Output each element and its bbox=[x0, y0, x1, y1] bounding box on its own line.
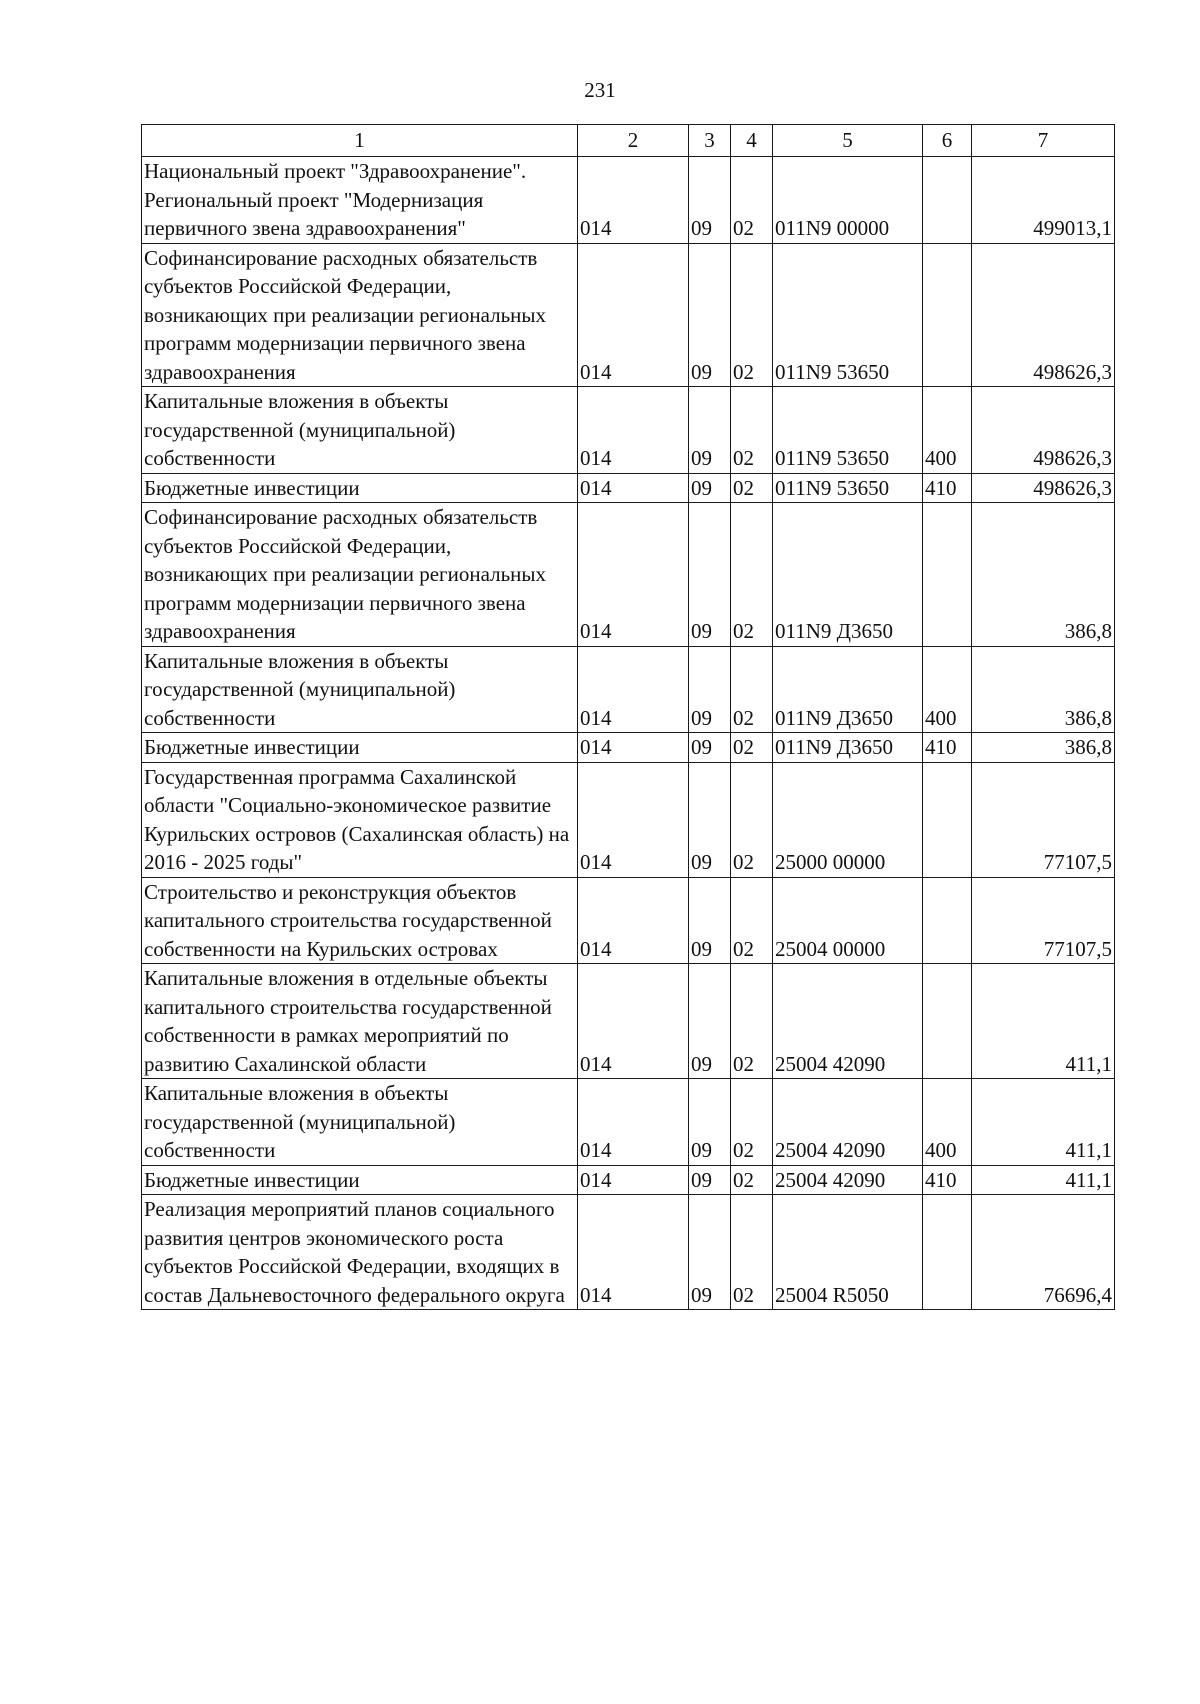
table-row bbox=[142, 877, 1115, 964]
section-cell: 09 bbox=[689, 733, 731, 763]
item-name-cell: Бюджетные инвестиции bbox=[142, 473, 578, 503]
grbs-cell: 014 bbox=[578, 964, 689, 1079]
table-row bbox=[142, 157, 1115, 244]
item-name-cell: Капитальные вложения в объекты государственной (муниципальной) собственности bbox=[142, 1079, 578, 1166]
grbs-cell: 014 bbox=[578, 877, 689, 964]
section-cell: 09 bbox=[689, 503, 731, 647]
item-name-cell: Софинансирование расходных обязательств субъектов Российской Федерации, возникающих при реализации региональных программ модернизации первичного звена здравоохранения bbox=[142, 503, 578, 647]
target-article-cell: 25004 42090 bbox=[773, 1079, 923, 1166]
grbs-cell: 014 bbox=[578, 733, 689, 763]
grbs-cell: 014 bbox=[578, 387, 689, 474]
table-row bbox=[142, 503, 1115, 647]
amount-cell: 498626,3 bbox=[972, 473, 1115, 503]
column-header: 6 bbox=[923, 125, 972, 157]
subsection-cell: 02 bbox=[731, 646, 773, 733]
section-cell: 09 bbox=[689, 877, 731, 964]
section-cell: 09 bbox=[689, 762, 731, 877]
item-name-cell: Реализация мероприятий планов социального развития центров экономического роста субъектов Российской Федерации, входящих в состав Дальневосточного федерального округа bbox=[142, 1195, 578, 1310]
amount-cell: 411,1 bbox=[972, 964, 1115, 1079]
page-number: 231 bbox=[584, 78, 616, 102]
target-article-cell: 25004 42090 bbox=[773, 1165, 923, 1195]
grbs-cell: 014 bbox=[578, 1195, 689, 1310]
subsection-cell: 02 bbox=[731, 762, 773, 877]
table-row bbox=[142, 473, 1115, 503]
table-row bbox=[142, 762, 1115, 877]
grbs-cell: 014 bbox=[578, 1079, 689, 1166]
amount-cell: 77107,5 bbox=[972, 877, 1115, 964]
target-article-cell: 011N9 53650 bbox=[773, 473, 923, 503]
expense-type-cell: 410 bbox=[923, 1165, 972, 1195]
expense-type-cell: 400 bbox=[923, 1079, 972, 1166]
section-cell: 09 bbox=[689, 387, 731, 474]
grbs-cell: 014 bbox=[578, 473, 689, 503]
amount-cell: 76696,4 bbox=[972, 1195, 1115, 1310]
subsection-cell: 02 bbox=[731, 157, 773, 244]
grbs-cell: 014 bbox=[578, 243, 689, 387]
subsection-cell: 02 bbox=[731, 243, 773, 387]
subsection-cell: 02 bbox=[731, 1195, 773, 1310]
subsection-cell: 02 bbox=[731, 877, 773, 964]
section-cell: 09 bbox=[689, 1165, 731, 1195]
expense-type-cell: 410 bbox=[923, 473, 972, 503]
table-row bbox=[142, 733, 1115, 763]
table-header-row bbox=[142, 125, 1115, 157]
amount-cell: 411,1 bbox=[972, 1165, 1115, 1195]
target-article-cell: 25004 42090 bbox=[773, 964, 923, 1079]
table-row bbox=[142, 1195, 1115, 1310]
expense-type-cell bbox=[923, 877, 972, 964]
item-name-cell: Национальный проект "Здравоохранение". Региональный проект "Модернизация первичного звена здравоохранения" bbox=[142, 157, 578, 244]
expense-type-cell: 400 bbox=[923, 387, 972, 474]
target-article-cell: 25004 R5050 bbox=[773, 1195, 923, 1310]
section-cell: 09 bbox=[689, 157, 731, 244]
table-row bbox=[142, 1079, 1115, 1166]
grbs-cell: 014 bbox=[578, 762, 689, 877]
subsection-cell: 02 bbox=[731, 473, 773, 503]
table-row bbox=[142, 1165, 1115, 1195]
section-cell: 09 bbox=[689, 473, 731, 503]
column-header: 5 bbox=[773, 125, 923, 157]
subsection-cell: 02 bbox=[731, 1165, 773, 1195]
grbs-cell: 014 bbox=[578, 157, 689, 244]
column-header: 7 bbox=[972, 125, 1115, 157]
amount-cell: 499013,1 bbox=[972, 157, 1115, 244]
section-cell: 09 bbox=[689, 1079, 731, 1166]
section-cell: 09 bbox=[689, 243, 731, 387]
grbs-cell: 014 bbox=[578, 1165, 689, 1195]
expense-type-cell bbox=[923, 503, 972, 647]
item-name-cell: Капитальные вложения в объекты государственной (муниципальной) собственности bbox=[142, 646, 578, 733]
amount-cell: 498626,3 bbox=[972, 387, 1115, 474]
subsection-cell: 02 bbox=[731, 733, 773, 763]
subsection-cell: 02 bbox=[731, 964, 773, 1079]
expense-type-cell bbox=[923, 243, 972, 387]
amount-cell: 386,8 bbox=[972, 646, 1115, 733]
table-body bbox=[142, 157, 1115, 1310]
amount-cell: 498626,3 bbox=[972, 243, 1115, 387]
item-name-cell: Государственная программа Сахалинской области "Социально-экономическое развитие Курильских островов (Сахалинская область) на 2016 - 2025 годы" bbox=[142, 762, 578, 877]
table-row bbox=[142, 387, 1115, 474]
item-name-cell: Бюджетные инвестиции bbox=[142, 733, 578, 763]
expense-type-cell bbox=[923, 762, 972, 877]
section-cell: 09 bbox=[689, 1195, 731, 1310]
table-row bbox=[142, 646, 1115, 733]
item-name-cell: Строительство и реконструкция объектов капитального строительства государственной собственности на Курильских островах bbox=[142, 877, 578, 964]
subsection-cell: 02 bbox=[731, 1079, 773, 1166]
target-article-cell: 011N9 Д3650 bbox=[773, 503, 923, 647]
amount-cell: 386,8 bbox=[972, 503, 1115, 647]
expense-type-cell: 400 bbox=[923, 646, 972, 733]
column-header: 2 bbox=[578, 125, 689, 157]
amount-cell: 411,1 bbox=[972, 1079, 1115, 1166]
expense-type-cell bbox=[923, 964, 972, 1079]
target-article-cell: 011N9 53650 bbox=[773, 243, 923, 387]
grbs-cell: 014 bbox=[578, 646, 689, 733]
column-header: 4 bbox=[731, 125, 773, 157]
target-article-cell: 25000 00000 bbox=[773, 762, 923, 877]
table-row bbox=[142, 964, 1115, 1079]
budget-table bbox=[141, 124, 1115, 1310]
target-article-cell: 011N9 00000 bbox=[773, 157, 923, 244]
grbs-cell: 014 bbox=[578, 503, 689, 647]
column-header: 3 bbox=[689, 125, 731, 157]
expense-type-cell bbox=[923, 157, 972, 244]
amount-cell: 77107,5 bbox=[972, 762, 1115, 877]
item-name-cell: Капитальные вложения в отдельные объекты капитального строительства государственной собственности в рамках мероприятий по развитию Сахалинской области bbox=[142, 964, 578, 1079]
subsection-cell: 02 bbox=[731, 503, 773, 647]
amount-cell: 386,8 bbox=[972, 733, 1115, 763]
target-article-cell: 011N9 Д3650 bbox=[773, 646, 923, 733]
column-header: 1 bbox=[142, 125, 578, 157]
item-name-cell: Софинансирование расходных обязательств субъектов Российской Федерации, возникающих при реализации региональных программ модернизации первичного звена здравоохранения bbox=[142, 243, 578, 387]
target-article-cell: 25004 00000 bbox=[773, 877, 923, 964]
expense-type-cell bbox=[923, 1195, 972, 1310]
target-article-cell: 011N9 Д3650 bbox=[773, 733, 923, 763]
target-article-cell: 011N9 53650 bbox=[773, 387, 923, 474]
subsection-cell: 02 bbox=[731, 387, 773, 474]
expense-type-cell: 410 bbox=[923, 733, 972, 763]
section-cell: 09 bbox=[689, 964, 731, 1079]
item-name-cell: Бюджетные инвестиции bbox=[142, 1165, 578, 1195]
item-name-cell: Капитальные вложения в объекты государственной (муниципальной) собственности bbox=[142, 387, 578, 474]
section-cell: 09 bbox=[689, 646, 731, 733]
table-row bbox=[142, 243, 1115, 387]
